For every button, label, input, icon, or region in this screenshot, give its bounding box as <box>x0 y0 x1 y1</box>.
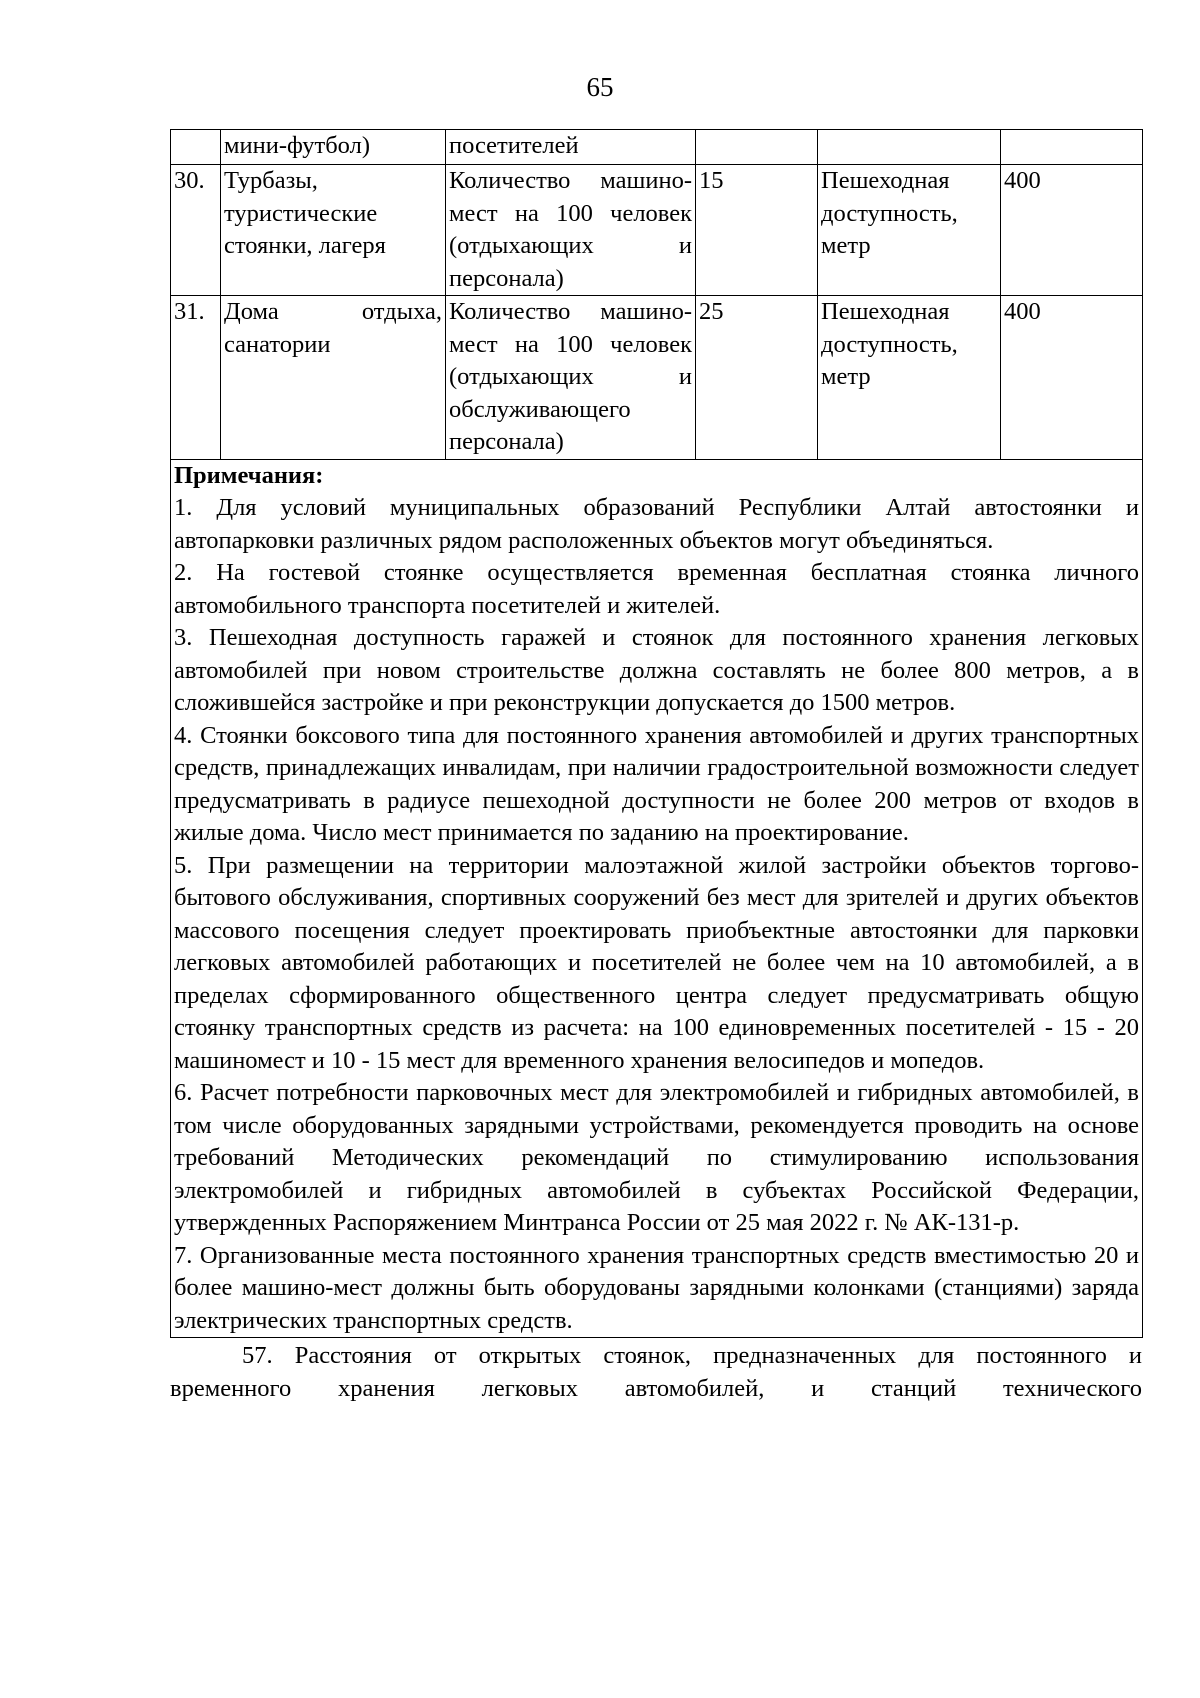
cell-line: обслуживающего <box>449 395 631 423</box>
table-cell-unit: посетителей <box>446 130 696 165</box>
note-item: 2. На гостевой стоянке осуществляется временная бесплатная стоянка личного автомобильного транспорта посетителей и жителей. <box>174 559 1139 619</box>
table-cell-access-value <box>1001 130 1143 165</box>
notes-cell <box>171 459 1143 1338</box>
cell-line: доступность, <box>821 199 958 227</box>
table-row-continued <box>171 130 1143 165</box>
table-cell-access-value: 400 <box>1001 165 1143 296</box>
page-number: 65 <box>586 72 614 102</box>
table-cell-access <box>818 165 1001 296</box>
paragraph-line: временного хранения легковых автомобилей, и станций технического <box>170 1374 1142 1402</box>
cell-line: метр <box>821 232 871 259</box>
cell-line: Пешеходная <box>821 167 950 194</box>
paragraph-57 <box>170 1340 1142 1405</box>
paragraph-line: 57. Расстояния от открытых стоянок, предназначенных для постоянного и <box>242 1342 1142 1369</box>
cell-line: Дома отдыха, <box>224 298 442 325</box>
notes-row <box>171 459 1143 1338</box>
cell-line: санатории <box>224 330 331 358</box>
table-cell-object <box>221 165 446 296</box>
note-item: 6. Расчет потребности парковочных мест для электромобилей и гибридных автомобилей, в том числе оборудованных зарядными устройствами, рекомендуется проводить на основе требований Методических рекомендаций по стимулированию использования электромобилей и гибридных автомобилей в субъектах Российской Федерации, утвержденных Распоряжением Минтранса России от 25 мая 2022 г. № АК-131-р. <box>174 1079 1139 1236</box>
cell-line: стоянки, лагеря <box>224 232 386 259</box>
cell-line: Количество машино- <box>449 298 692 325</box>
table-cell-num: 30. <box>171 165 221 296</box>
note-item: 5. При размещении на территории малоэтажной жилой застройки объектов торгово-бытового обслуживания, спортивных сооружений без мест для зрителей и других объектов массового посещения следует проектировать приобъектные автостоянки для парковки легковых автомобилей работающих и посетителей не более чем на 10 автомобилей, а в пределах сформированного общественного центра следует предусматривать общую стоянку транспортных средств из расчета: на 100 единовременных посетителей - 15 - 20 машиномест и 10 - 15 мест для временного хранения велосипедов и мопедов. <box>174 851 1139 1074</box>
table-cell-access <box>818 130 1001 165</box>
table-cell-value: 15 <box>696 165 818 296</box>
table-cell-object: мини-футбол) <box>221 130 446 165</box>
table-cell-value <box>696 130 818 165</box>
table-cell-unit <box>446 165 696 296</box>
note-item: 7. Организованные места постоянного хранения транспортных средств вместимостью 20 и более машино-мест должны быть оборудованы зарядными колонками (станциями) заряда электрических транспортных средств. <box>174 1241 1139 1334</box>
table-cell-num <box>171 130 221 165</box>
cell-line: мест на 100 человек <box>449 330 692 358</box>
table-cell-access-value: 400 <box>1001 296 1143 460</box>
note-item: 1. Для условий муниципальных образований Республики Алтай автостоянки и автопарковки различных рядом расположенных объектов могут объединяться. <box>174 494 1139 554</box>
cell-line: (отдыхающих и <box>449 363 692 390</box>
cell-line: Пешеходная <box>821 298 950 325</box>
cell-line: метр <box>821 363 871 390</box>
table-cell-object <box>221 296 446 460</box>
table-cell-access <box>818 296 1001 460</box>
table-row <box>171 296 1143 460</box>
cell-line: мест на 100 человек <box>449 199 692 227</box>
document-body <box>170 129 1142 1405</box>
cell-line: персонала) <box>449 428 564 455</box>
note-item: 3. Пешеходная доступность гаражей и стоянок для постоянного хранения легковых автомобилей при новом строительстве должна составлять не более 800 метров, а в сложившейся застройке и при реконструкции допускается до 1500 метров. <box>174 624 1139 716</box>
cell-line: (отдыхающих и <box>449 232 692 259</box>
table-cell-unit <box>446 296 696 460</box>
cell-line: доступность, <box>821 330 958 358</box>
table-row <box>171 165 1143 296</box>
note-item: 4. Стоянки боксового типа для постоянного хранения автомобилей и других транспортных средств, принадлежащих инвалидам, при наличии градостроительной возможности следует предусматривать в радиусе пешеходной доступности не более 200 метров от входов в жилые дома. Число мест принимается по заданию на проектирование. <box>174 721 1139 846</box>
cell-line: туристические <box>224 199 378 227</box>
table-cell-num: 31. <box>171 296 221 460</box>
cell-line: персонала) <box>449 264 564 292</box>
table-cell-value: 25 <box>696 296 818 460</box>
notes-title: Примечания: <box>174 461 324 489</box>
cell-line: Турбазы, <box>224 167 318 194</box>
cell-line: Количество машино- <box>449 167 692 194</box>
parking-norms-table <box>170 129 1143 1338</box>
